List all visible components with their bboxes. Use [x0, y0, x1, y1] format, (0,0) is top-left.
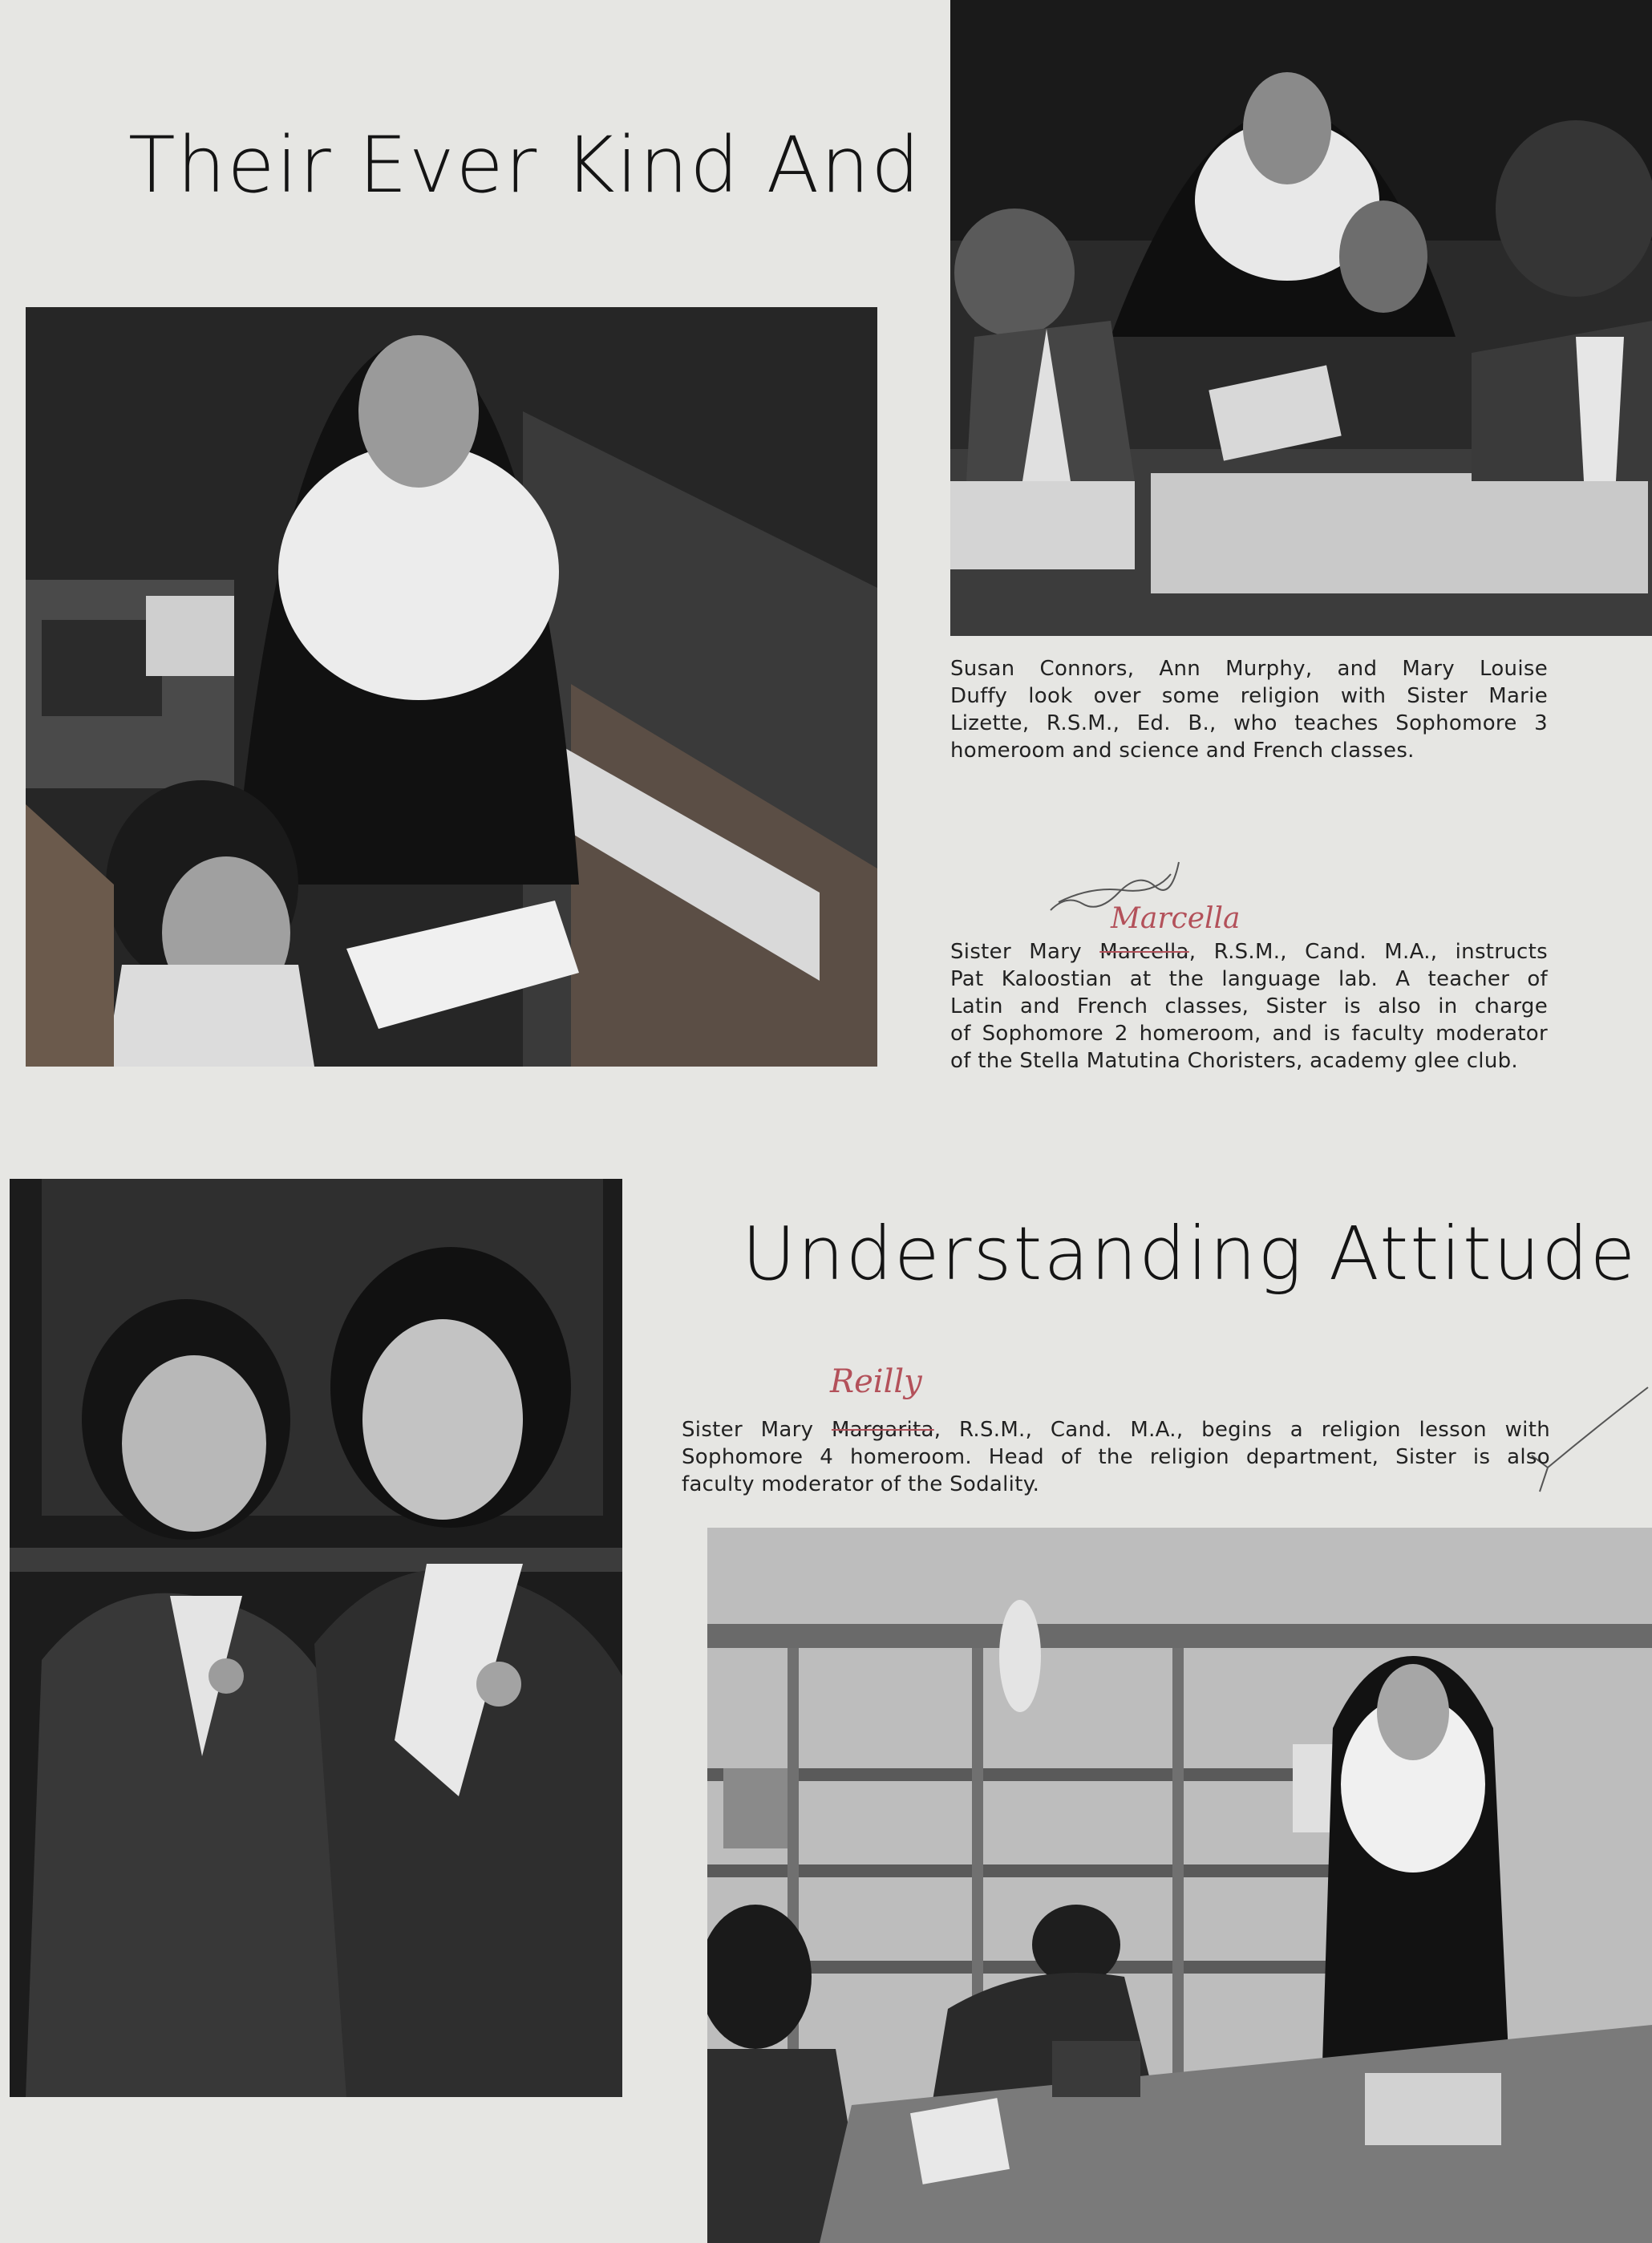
- photo-language-lab: [26, 307, 877, 1067]
- heading-top: Their Ever Kind And: [128, 120, 922, 210]
- heading-bottom: Understanding Attitude: [742, 1211, 1638, 1297]
- annotation-reilly: Reilly: [830, 1363, 922, 1400]
- caption-text: , R.S.M., Cand. M.A., instructs: [1188, 940, 1548, 964]
- caption-line: faculty moderator of the Sodality.: [682, 1472, 1040, 1496]
- caption-classroom: [682, 1416, 1550, 1498]
- caption-line: Duffy look over some religion with Sister Marie: [950, 684, 1548, 708]
- struck-name: Marcella: [1099, 940, 1189, 964]
- caption-text: Sister Mary: [950, 940, 1100, 964]
- photo-two-students: [10, 1179, 622, 2097]
- caption-text: Sister Mary: [682, 1418, 832, 1442]
- caption-line: Lizette, R.S.M., Ed. B., who teaches Sophomore 3: [950, 711, 1548, 735]
- caption-line: Sophomore 4 homeroom. Head of the religion department, Sister is also: [682, 1445, 1550, 1469]
- photo-classroom: [707, 1528, 1652, 2243]
- caption-line: of Sophomore 2 homeroom, and is faculty moderator: [950, 1022, 1548, 1046]
- caption-line: Pat Kaloostian at the language lab. A teacher of: [950, 967, 1548, 991]
- caption-line: of the Stella Matutina Choristers, academy glee club.: [950, 1049, 1518, 1073]
- caption-desk-study: [950, 655, 1548, 764]
- caption-text: , R.S.M., Cand. M.A., begins a religion lesson with: [933, 1418, 1550, 1442]
- caption-line: homeroom and science and French classes.: [950, 739, 1415, 763]
- caption-language-lab: [950, 938, 1548, 1075]
- photo-desk-study: [950, 0, 1652, 636]
- annotation-marcella: Marcella: [1111, 902, 1241, 935]
- struck-name: Margarita: [831, 1418, 934, 1442]
- caption-line: [950, 938, 1548, 966]
- caption-line: [682, 1416, 1550, 1443]
- caption-line: Latin and French classes, Sister is also in charge: [950, 994, 1548, 1018]
- caption-line: Susan Connors, Ann Murphy, and Mary Louise: [950, 657, 1548, 681]
